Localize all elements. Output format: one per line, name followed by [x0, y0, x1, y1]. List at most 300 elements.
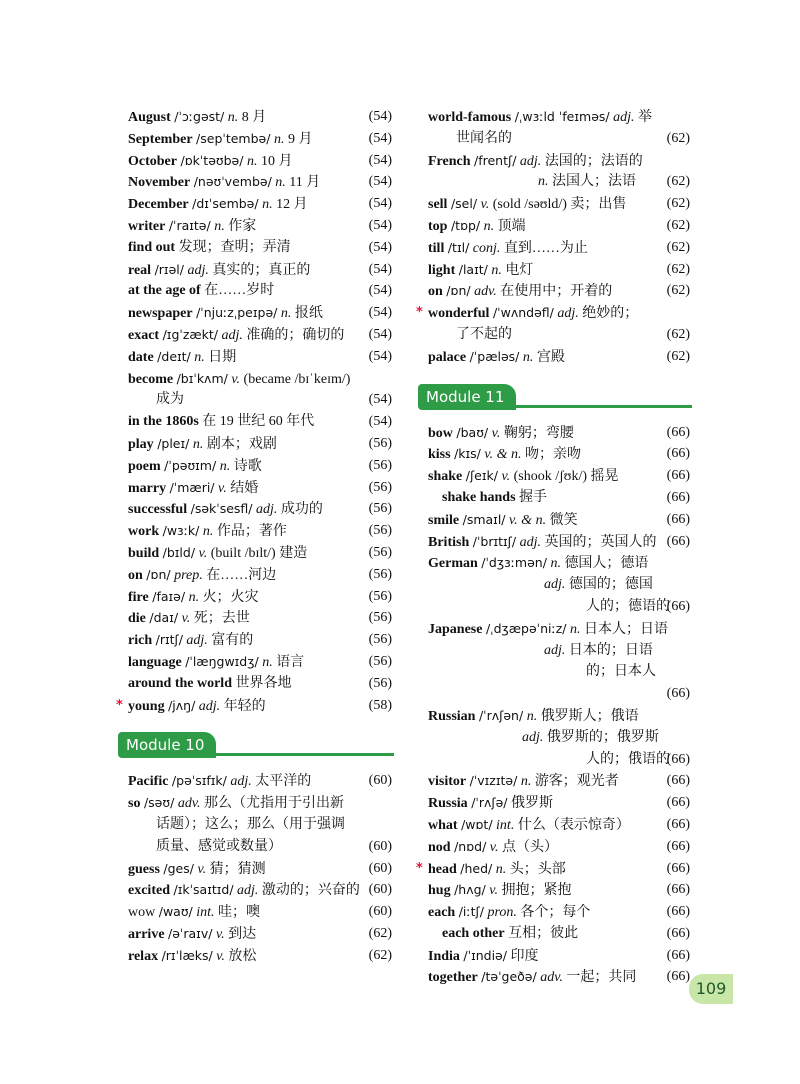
- entry-meaning: 作家: [228, 218, 257, 234]
- entry-part-of-speech: adj.: [519, 153, 542, 169]
- vocab-entry: [428, 106, 690, 128]
- entry-meaning: 微笑: [549, 512, 578, 528]
- entry-page-ref: (62): [368, 925, 392, 941]
- entry-headword: real: [128, 262, 152, 278]
- entry-headword: light: [428, 262, 456, 278]
- vocab-entry: [128, 770, 392, 792]
- entry-page-ref: (58): [368, 697, 392, 713]
- entry-phonetic: /ˈnjuːzˌpeɪpə/: [196, 305, 278, 321]
- entry-part-of-speech: n.: [219, 458, 231, 474]
- entry-page-ref: (60): [368, 904, 392, 920]
- entry-meaning: 德国的；德国: [568, 577, 653, 593]
- entry-headword: work: [128, 524, 160, 540]
- entry-part-of-speech: adj.: [544, 577, 566, 593]
- entry-meaning: 准确的；确切的: [246, 327, 345, 343]
- vocab-entry: [428, 879, 690, 901]
- entry-part-of-speech: n.: [483, 218, 495, 234]
- entry-part-of-speech: v.: [218, 480, 227, 496]
- right-column: [416, 106, 690, 988]
- vocab-entry: [428, 749, 690, 771]
- entry-phonetic: /ˈdʒɜːmən/: [481, 555, 547, 571]
- entry-phonetic: /ɪkˈsaɪtɪd/: [173, 882, 234, 898]
- entry-headword: kiss: [428, 447, 451, 463]
- entry-headword: become: [128, 371, 174, 387]
- entry-meaning: 俄罗斯的；俄罗斯: [546, 729, 659, 745]
- entry-meaning: 发现；查明；弄清: [178, 239, 291, 255]
- entry-phonetic: /ɒn/: [446, 283, 471, 299]
- entry-page-ref: (66): [666, 882, 690, 898]
- entry-page-ref: (56): [368, 457, 392, 473]
- entry-headword: December: [128, 197, 189, 213]
- entry-headword: play: [128, 436, 154, 452]
- vocab-entry: [428, 661, 690, 683]
- entry-part-of-speech: n.: [491, 262, 502, 278]
- vocab-entry: [128, 106, 392, 128]
- vocab-entry: [428, 443, 690, 465]
- vocab-entry: [128, 564, 392, 586]
- entry-page-ref: (66): [666, 969, 690, 985]
- entry-phonetic: /tɒp/: [450, 217, 481, 233]
- entry-part-of-speech: n.: [538, 174, 549, 190]
- entry-headword: Russian: [428, 708, 476, 724]
- vocab-entry: [428, 923, 690, 945]
- entry-phonetic: /təˈgeðə/: [481, 969, 537, 985]
- entry-part-of-speech: n.: [550, 556, 561, 572]
- entry-part-of-speech: n.: [280, 306, 292, 322]
- entry-meaning: 9 月: [287, 131, 313, 147]
- entry-headword: on: [128, 567, 143, 583]
- entry-phonetic: /bɪld/: [162, 544, 196, 560]
- vocab-entry: [128, 923, 392, 945]
- entry-headword: writer: [128, 218, 166, 234]
- entry-meaning: 互相；彼此: [508, 925, 579, 941]
- entry-meaning: 在……河边: [206, 567, 277, 583]
- entry-page-ref: (66): [666, 511, 690, 527]
- entry-list-left: [116, 106, 392, 716]
- vocab-entry: [128, 542, 392, 564]
- left-column: [116, 106, 392, 966]
- vocab-entry: [128, 607, 392, 629]
- entry-headword: Japanese: [428, 621, 483, 637]
- entry-phonetic: /daɪ/: [149, 610, 179, 626]
- entry-phonetic: /deɪt/: [157, 348, 191, 364]
- entry-page-ref: (62): [666, 261, 690, 277]
- entry-phonetic: /nəʊˈvembə/: [193, 174, 272, 190]
- module-10-tab: Module 10: [118, 732, 216, 758]
- entry-phonetic: /ɒn/: [146, 566, 171, 582]
- vocab-entry: [128, 629, 392, 651]
- vocab-entry: [128, 171, 392, 193]
- entry-page-ref: (66): [666, 424, 690, 440]
- entry-meaning: 日本的；日语: [568, 642, 653, 658]
- entry-part-of-speech: v. & n.: [509, 512, 547, 528]
- entry-headword: at the age of: [128, 283, 201, 299]
- entry-page-ref: (66): [666, 925, 690, 941]
- entry-meaning: 俄罗斯: [510, 796, 553, 812]
- entry-meaning: 在 19 世纪 60 年代: [202, 414, 315, 430]
- entry-meaning: 什么（表示惊奇）: [517, 817, 630, 833]
- entry-page-ref: (62): [666, 348, 690, 364]
- entry-headword: find out: [128, 239, 176, 255]
- entry-page-ref: (60): [368, 773, 392, 789]
- vocab-entry: [428, 618, 690, 640]
- entry-page-ref: (66): [666, 751, 690, 767]
- entry-meaning: 在使用中；开着的: [500, 284, 613, 300]
- entry-part-of-speech: n.: [495, 861, 507, 877]
- entry-headword: shake hands: [442, 489, 516, 505]
- entry-part-of-speech: adj.: [237, 883, 259, 899]
- entry-headword: relax: [128, 948, 159, 964]
- new-word-star-icon: *: [416, 305, 423, 321]
- entry-meaning: 握手: [519, 489, 548, 505]
- entry-phonetic: /ˈpæləs/: [469, 348, 520, 364]
- entry-meaning: 作品；著作: [216, 524, 287, 540]
- vocab-entry: [128, 389, 392, 411]
- entry-meaning: 年轻的: [223, 698, 266, 714]
- vocab-entry: [428, 705, 690, 727]
- entry-headword: marry: [128, 480, 167, 496]
- entry-phonetic: /rɪˈlæks/: [161, 947, 213, 963]
- entry-phonetic: /pleɪ/: [157, 435, 190, 451]
- entry-page-ref: (66): [666, 947, 690, 963]
- entry-phonetic: /tɪl/: [447, 239, 470, 255]
- entry-headword: Russia: [428, 796, 468, 812]
- vocab-entry: [128, 858, 392, 880]
- entry-meaning: 诗歌: [233, 458, 262, 474]
- entry-part-of-speech: n.: [520, 774, 532, 790]
- entry-headword: November: [128, 175, 191, 191]
- entry-meaning: 的；日本人: [586, 664, 656, 680]
- vocab-entry: [416, 858, 690, 880]
- entry-page-ref: (54): [368, 414, 392, 430]
- entry-part-of-speech: v.: [491, 425, 501, 441]
- entry-meaning: 10 月: [260, 153, 293, 169]
- entry-headword: exact: [128, 327, 160, 343]
- entry-headword: Pacific: [128, 774, 169, 790]
- vocab-entry: [128, 433, 392, 455]
- entry-meaning: 德国人；德语: [564, 556, 649, 572]
- entry-part-of-speech: int.: [496, 817, 515, 833]
- entry-meaning: 结婚: [230, 480, 259, 496]
- entry-page-ref: (54): [368, 196, 392, 212]
- entry-page-ref: (56): [368, 610, 392, 626]
- entry-page-ref: (66): [666, 816, 690, 832]
- entry-headword: head: [428, 861, 457, 877]
- entry-meaning: 日期: [208, 349, 237, 365]
- entry-part-of-speech: adj.: [230, 774, 252, 790]
- entry-phonetic: /ʃeɪk/: [465, 468, 498, 484]
- entry-phonetic: /rɪəl/: [154, 261, 184, 277]
- entry-meaning: 8 月: [241, 110, 267, 125]
- entry-meaning: 点（头）: [501, 839, 558, 855]
- entry-page-ref: (66): [666, 904, 690, 920]
- entry-page-ref: (66): [666, 446, 690, 462]
- entry-list-right: [416, 106, 690, 368]
- entry-meaning: 到达: [228, 926, 257, 942]
- entry-headword: young: [128, 698, 165, 714]
- entry-meaning: 世闻名的: [456, 130, 512, 146]
- vocab-entry: [128, 346, 392, 368]
- entry-part-of-speech: adj.: [544, 642, 566, 658]
- entry-part-of-speech: conj.: [472, 240, 501, 256]
- entry-meaning: 死；去世: [193, 611, 250, 627]
- entry-page-ref: (60): [368, 882, 392, 898]
- vocab-entry: [128, 836, 392, 858]
- entry-headword: excited: [128, 883, 170, 899]
- entry-phonetic: /ges/: [163, 860, 194, 876]
- entry-part-of-speech: prep.: [174, 567, 203, 583]
- entry-meaning: 日本人；日语: [583, 621, 668, 637]
- entry-headword: September: [128, 131, 193, 147]
- entry-part-of-speech: n.: [522, 349, 534, 365]
- entry-headword: each: [428, 905, 456, 921]
- entry-part-of-speech: adj.: [522, 729, 544, 745]
- entry-headword: hug: [428, 883, 451, 899]
- entry-meaning: 火；火灾: [202, 589, 259, 605]
- vocab-entry: [428, 171, 690, 193]
- entry-part-of-speech: adj.: [256, 502, 278, 518]
- entry-phonetic: /hʌg/: [454, 882, 486, 898]
- entry-list-module-11: [416, 422, 690, 989]
- entry-part-of-speech: n.: [275, 175, 286, 191]
- entry-part-of-speech: n.: [202, 524, 214, 540]
- entry-headword: German: [428, 556, 478, 572]
- entry-page-ref: (66): [666, 598, 690, 614]
- entry-meaning: 一起；共同: [566, 970, 637, 986]
- entry-headword: date: [128, 349, 154, 365]
- entry-page-ref: (54): [368, 326, 392, 342]
- entry-part-of-speech: n.: [526, 708, 538, 724]
- entry-phonetic: /ˈpəʊɪm/: [164, 457, 217, 473]
- entry-phonetic: /sepˈtembə/: [196, 130, 271, 146]
- entry-meaning: 电灯: [505, 262, 534, 278]
- entry-meaning: 成功的: [280, 502, 323, 518]
- entry-phonetic: /wɒt/: [461, 816, 493, 832]
- entry-page-ref: (54): [368, 152, 392, 168]
- entry-headword: visitor: [428, 774, 467, 790]
- entry-meaning: 剧本；戏剧: [206, 436, 277, 452]
- entry-page-ref: (62): [368, 947, 392, 963]
- vocab-entry: [428, 552, 690, 574]
- entry-headword: top: [428, 218, 448, 234]
- vocab-entry: [128, 411, 392, 433]
- entry-phonetic: /jʌŋ/: [168, 697, 196, 713]
- entry-part-of-speech: adj.: [186, 633, 208, 649]
- entry-phonetic: /ˈmæri/: [169, 479, 215, 495]
- entry-headword: bow: [428, 425, 453, 441]
- entry-page-ref: (60): [368, 860, 392, 876]
- entry-page-ref: (66): [666, 795, 690, 811]
- entry-headword: nod: [428, 839, 451, 855]
- entry-headword: wonderful: [428, 306, 490, 322]
- vocab-entry: [416, 302, 690, 324]
- vocab-entry: [428, 465, 690, 487]
- entry-headword: guess: [128, 861, 160, 877]
- entry-part-of-speech: adj.: [613, 110, 635, 125]
- entry-part-of-speech: v.: [489, 883, 498, 899]
- entry-phonetic: /bɪˈkʌm/: [176, 370, 228, 386]
- vocab-entry: [116, 695, 392, 717]
- entry-page-ref: (66): [666, 838, 690, 854]
- entry-meaning: (shook /ʃʊk/) 摇晃: [513, 469, 619, 485]
- vocab-entry: [128, 520, 392, 542]
- vocab-entry: [428, 346, 690, 368]
- entry-phonetic: /waʊ/: [158, 904, 193, 920]
- entry-headword: successful: [128, 502, 188, 518]
- entry-meaning: 印度: [510, 948, 539, 964]
- vocab-entry: [428, 596, 690, 618]
- entry-page-ref: (62): [666, 239, 690, 255]
- vocab-entry: [428, 531, 690, 553]
- new-word-star-icon: *: [416, 860, 423, 876]
- entry-phonetic: /səʊ/: [143, 795, 175, 811]
- entry-meaning: 富有的: [211, 633, 254, 649]
- module-11-tab: Module 11: [418, 384, 516, 410]
- vocab-entry: [128, 368, 392, 390]
- entry-headword: so: [128, 796, 141, 812]
- vocab-entry: [128, 150, 392, 172]
- entry-meaning: 法国的；法语的: [544, 153, 643, 169]
- entry-page-ref: (56): [368, 479, 392, 495]
- vocab-entry: [128, 901, 392, 923]
- entry-headword: each other: [442, 925, 505, 941]
- vocab-entry: [428, 727, 690, 749]
- entry-page-ref: (62): [666, 326, 690, 342]
- entry-part-of-speech: n.: [273, 131, 285, 147]
- entry-page-ref: (66): [666, 686, 690, 702]
- entry-headword: sell: [428, 197, 448, 213]
- vocab-entry: [428, 193, 690, 215]
- entry-meaning: 成为: [156, 392, 184, 408]
- entry-meaning: (sold /səʊld/) 卖；出售: [492, 197, 627, 213]
- entry-page-ref: (54): [368, 392, 392, 408]
- entry-meaning: 法国人；法语: [552, 174, 636, 190]
- entry-phonetic: /nɒd/: [454, 838, 487, 854]
- vocab-entry: [128, 814, 392, 836]
- entry-phonetic: /dɪˈsembə/: [192, 196, 259, 212]
- entry-page-ref: (54): [368, 109, 392, 124]
- entry-headword: die: [128, 611, 146, 627]
- entry-meaning: 报纸: [294, 306, 323, 322]
- entry-page-ref: (62): [666, 217, 690, 233]
- entry-page-ref: (56): [368, 523, 392, 539]
- module-10-rule: [212, 753, 394, 756]
- entry-headword: India: [428, 948, 460, 964]
- entry-meaning: 宫殿: [536, 349, 565, 365]
- entry-page-ref: (56): [368, 632, 392, 648]
- vocab-entry: [428, 683, 690, 705]
- vocab-entry: [128, 455, 392, 477]
- entry-phonetic: /ˈbrɪtɪʃ/: [472, 533, 517, 549]
- entry-phonetic: /ˈwʌndəfl/: [492, 305, 554, 321]
- entry-phonetic: /ˈlæŋgwɪdʒ/: [185, 653, 259, 669]
- entry-part-of-speech: n.: [569, 621, 581, 637]
- entry-meaning: (became /bɪˈkeɪm/): [243, 371, 351, 387]
- entry-headword: August: [128, 110, 171, 125]
- entry-page-ref: (56): [368, 675, 392, 691]
- entry-phonetic: /ˌwɜːld ˈfeɪməs/: [514, 109, 610, 124]
- entry-phonetic: /ˈrʌʃə/: [471, 795, 508, 811]
- entry-phonetic: /kɪs/: [454, 446, 481, 462]
- entry-headword: build: [128, 545, 160, 561]
- vocab-entry: [428, 792, 690, 814]
- entry-meaning: 游客；观光者: [534, 774, 619, 790]
- new-word-star-icon: *: [116, 697, 123, 713]
- entry-part-of-speech: v. & n.: [484, 447, 522, 463]
- entry-page-ref: (62): [666, 174, 690, 190]
- entry-page-ref: (54): [368, 239, 392, 255]
- entry-phonetic: /əˈraɪv/: [168, 925, 213, 941]
- entry-meaning: 直到……为止: [503, 240, 588, 256]
- vocab-entry: [128, 651, 392, 673]
- entry-meaning: 人的；俄语的: [586, 751, 670, 767]
- entry-part-of-speech: v.: [231, 371, 241, 387]
- entry-headword: arrive: [128, 926, 165, 942]
- entry-meaning: 质量、感觉或数量）: [156, 838, 282, 854]
- vocab-entry: [128, 237, 392, 259]
- vocab-entry: [428, 487, 690, 509]
- entry-part-of-speech: n.: [188, 589, 200, 605]
- entry-phonetic: /ˈraɪtə/: [168, 217, 211, 233]
- entry-page-ref: (66): [666, 489, 690, 505]
- entry-meaning: 了不起的: [456, 326, 512, 342]
- entry-headword: wow: [128, 905, 156, 921]
- entry-phonetic: /rɪtʃ/: [155, 632, 183, 648]
- entry-part-of-speech: n.: [262, 197, 273, 213]
- entry-meaning: 各个；每个: [520, 905, 591, 921]
- vocab-entry: [428, 814, 690, 836]
- vocab-entry: [128, 879, 392, 901]
- entry-headword: together: [428, 970, 478, 986]
- entry-part-of-speech: adj.: [198, 698, 221, 714]
- entry-page-ref: (60): [368, 838, 392, 854]
- entry-part-of-speech: v.: [489, 839, 499, 855]
- entry-phonetic: /wɜːk/: [162, 523, 200, 539]
- vocab-entry: [428, 770, 690, 792]
- entry-page-ref: (66): [666, 533, 690, 549]
- entry-page-ref: (66): [666, 468, 690, 484]
- entry-headword: on: [428, 284, 443, 300]
- entry-part-of-speech: v.: [197, 861, 207, 877]
- page-number: 109: [689, 974, 733, 1004]
- entry-phonetic: /ɒkˈtəʊbə/: [180, 152, 244, 168]
- entry-page-ref: (56): [368, 544, 392, 560]
- entry-part-of-speech: adv.: [474, 284, 497, 300]
- entry-page-ref: (54): [368, 348, 392, 364]
- entry-part-of-speech: adj.: [187, 262, 209, 278]
- entry-phonetic: /frentʃ/: [474, 152, 517, 168]
- entry-phonetic: /ˈrʌʃən/: [478, 707, 524, 723]
- vocab-entry: [128, 324, 392, 346]
- entry-meaning: 在……岁时: [204, 283, 275, 299]
- entry-page-ref: (54): [368, 130, 392, 146]
- vocab-entry: [428, 324, 690, 346]
- entry-part-of-speech: n.: [214, 218, 225, 234]
- entry-meaning: 激动的；兴奋的: [261, 883, 360, 899]
- vocab-entry: [128, 945, 392, 967]
- entry-part-of-speech: v.: [480, 197, 490, 213]
- module-11-header: [428, 382, 690, 412]
- entry-page-ref: (54): [368, 261, 392, 277]
- vocab-entry: [428, 422, 690, 444]
- entry-meaning: 俄罗斯人；俄语: [540, 708, 639, 724]
- entry-part-of-speech: v.: [181, 611, 191, 627]
- entry-page-ref: (56): [368, 588, 392, 604]
- entry-meaning: 12 月: [276, 197, 308, 213]
- vocab-entry: [428, 128, 690, 150]
- entry-part-of-speech: v.: [198, 545, 208, 561]
- entry-part-of-speech: n.: [262, 654, 273, 670]
